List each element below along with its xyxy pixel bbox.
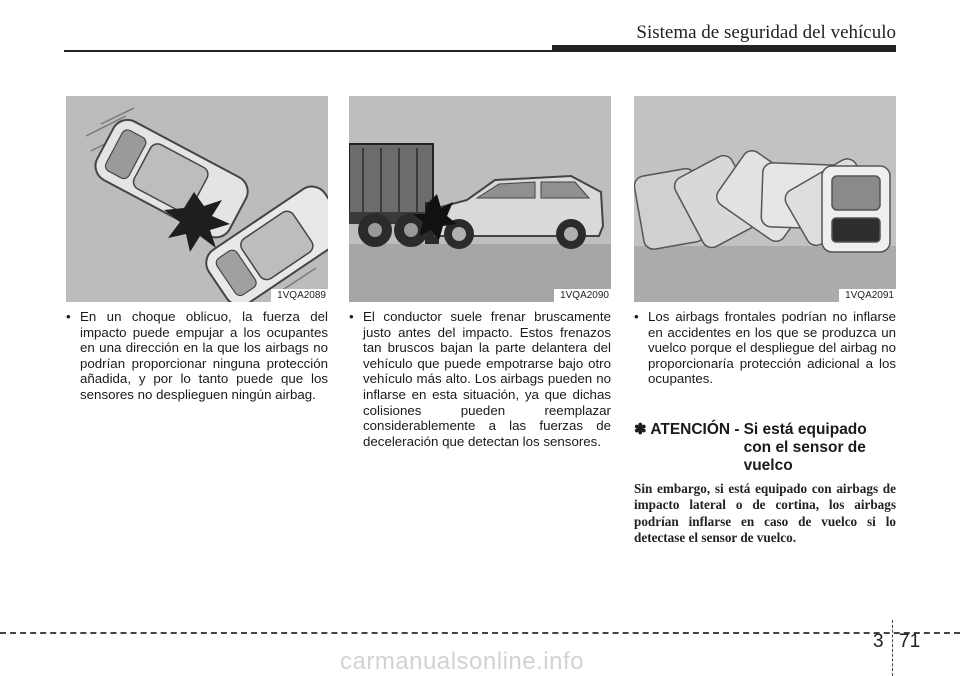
attention-note	[634, 421, 896, 547]
footer-separator	[892, 620, 893, 676]
header-rule-thick	[552, 45, 896, 52]
figure-code: 1VQA2089	[271, 289, 328, 302]
bullet-mark: •	[634, 309, 639, 324]
bullet-item	[634, 309, 896, 387]
bullet-text: En un choque oblicuo, la fuerza del impacto puede empujar a los ocupantes en una dirección en la que los airbags no podrían proporcionar ninguna protección añadida, y por lo tanto puede que los sensores no desplieguen ningún airbag.	[80, 309, 328, 402]
column-2-text	[349, 309, 611, 449]
chapter-number: 3	[873, 631, 884, 652]
attention-heading	[634, 421, 896, 475]
bullet-mark: •	[349, 309, 354, 324]
figure-underride-collision	[349, 96, 611, 302]
attention-label	[634, 421, 740, 475]
bullet-mark: •	[66, 309, 71, 324]
underride-collision-illustration	[349, 96, 611, 302]
bullet-item	[66, 309, 328, 403]
attention-mark: ✽	[634, 421, 647, 438]
footer-dashed-rule	[0, 632, 960, 634]
attention-label-text: ATENCIÓN -	[650, 421, 740, 438]
column-3-text	[634, 309, 896, 387]
oblique-collision-illustration	[66, 96, 328, 302]
figure-oblique-collision	[66, 96, 328, 302]
bullet-item	[349, 309, 611, 449]
page-header-title: Sistema de seguridad del vehículo	[636, 22, 896, 43]
figure-rollover	[634, 96, 896, 302]
bullet-text: El conductor suele frenar bruscamente justo antes del impacto. Estos frenazos tan bruscos bajan la parte delantera del vehículo que puede empotrarse bajo otro vehículo más alto. Los airbags pueden no inflarse en esta situación, ya que dichas colisiones pueden reemplazar considerablemente a las fuerzas de deceleración que detectan los sensores.	[363, 309, 611, 449]
figure-code: 1VQA2091	[839, 289, 896, 302]
column-1-text	[66, 309, 328, 403]
page-number: 71	[899, 631, 921, 652]
header-rule-thin	[64, 50, 554, 52]
rollover-illustration	[634, 96, 896, 302]
figure-code: 1VQA2090	[554, 289, 611, 302]
attention-body: Sin embargo, si está equipado con airbags de impacto lateral o de cortina, los airbags podrían inflarse en caso de vuelco si lo detectase el sensor de vuelco.	[634, 481, 896, 546]
watermark: carmanualsonline.info	[340, 648, 584, 675]
bullet-text: Los airbags frontales podrían no inflarse en accidentes en los que se produzca un vuelco porque el despliegue del airbag no proporcionaría protección adicional a los ocupantes.	[648, 309, 896, 387]
attention-subtitle: Si está equipado con el sensor de vuelco	[743, 421, 867, 474]
